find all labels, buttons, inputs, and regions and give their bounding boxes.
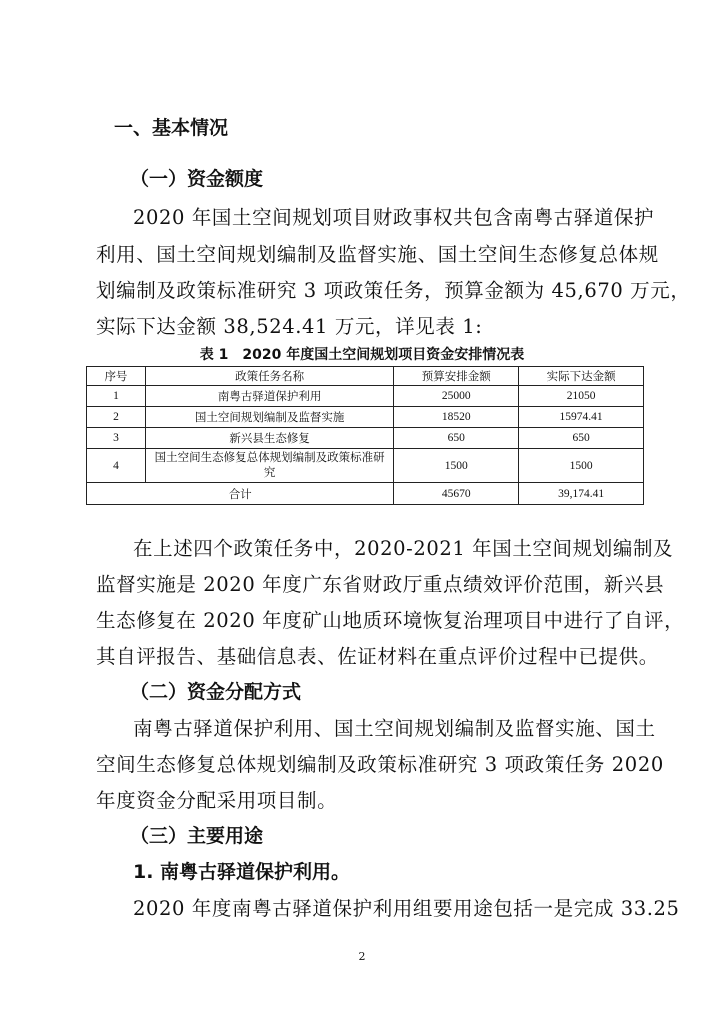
table-cell: 国土空间规划编制及监督实施 — [145, 407, 393, 428]
table-row — [87, 449, 644, 483]
table-cell: 新兴县生态修复 — [145, 428, 393, 449]
column-header: 序号 — [87, 367, 146, 386]
column-header: 实际下达金额 — [519, 367, 644, 386]
table-cell: 15974.41 — [519, 407, 644, 428]
table-cell: 南粤古驿道保护利用 — [145, 386, 393, 407]
funds-table — [86, 366, 644, 505]
paragraph-line: 空间生态修复总体规划编制及政策标准研究 3 项政策任务 2020 — [96, 753, 664, 776]
column-header: 预算安排金额 — [394, 367, 519, 386]
paragraph-line: 在上述四个政策任务中，2020-2021 年国土空间规划编制及 — [133, 537, 674, 560]
table-row — [87, 407, 644, 428]
paragraph-line: 2020 年度南粤古驿道保护利用组要用途包括一是完成 33.25 — [133, 897, 680, 920]
table-cell: 1500 — [394, 449, 519, 483]
subheading-fund-amount: （一）资金额度 — [130, 168, 264, 190]
table-row — [87, 428, 644, 449]
column-header: 政策任务名称 — [145, 367, 393, 386]
total-label: 合计 — [87, 483, 394, 505]
table-caption: 表 1 2020 年度国土空间规划项目资金安排情况表 — [199, 347, 525, 363]
table-total-row — [87, 483, 644, 505]
table-cell: 21050 — [519, 386, 644, 407]
page-number: 2 — [358, 950, 366, 963]
table-cell: 650 — [519, 428, 644, 449]
paragraph-line: 生态修复在 2020 年度矿山地质环境恢复治理项目中进行了自评， — [96, 609, 685, 632]
table-cell: 4 — [87, 449, 146, 483]
table-cell — [145, 449, 393, 483]
table-cell: 650 — [394, 428, 519, 449]
paragraph-line: 其自评报告、基础信息表、佐证材料在重点评价过程中已提供。 — [96, 645, 659, 668]
paragraph-line: 2020 年国土空间规划项目财政事权共包含南粤古驿道保护 — [133, 206, 655, 229]
table-cell: 1500 — [519, 449, 644, 483]
table-cell: 2 — [87, 407, 146, 428]
total-actual: 39,174.41 — [519, 483, 644, 505]
item-heading-ancient-post-road: 1. 南粤古驿道保护利用。 — [133, 861, 351, 883]
total-budget: 45670 — [394, 483, 519, 505]
table-cell: 25000 — [394, 386, 519, 407]
table-cell: 18520 — [394, 407, 519, 428]
paragraph-line: 利用、国土空间规划编制及监督实施、国土空间生态修复总体规 — [96, 243, 659, 266]
paragraph-line: 年度资金分配采用项目制。 — [96, 789, 338, 812]
paragraph-line: 监督实施是 2020 年度广东省财政厅重点绩效评价范围，新兴县 — [96, 573, 665, 596]
paragraph-line: 实际下达金额 38,524.41 万元，详见表 1: — [96, 315, 483, 338]
subheading-fund-allocation: （二）资金分配方式 — [130, 681, 302, 703]
table-row — [87, 386, 644, 407]
table-cell-text: 国土空间生态修复总体规划编制及政策标准研究 — [154, 451, 385, 479]
table-cell: 3 — [87, 428, 146, 449]
section-heading-basic-info: 一、基本情况 — [114, 117, 229, 139]
paragraph-line: 南粤古驿道保护利用、国土空间规划编制及监督实施、国土 — [133, 717, 656, 740]
paragraph-line: 划编制及政策标准研究 3 项政策任务，预算金额为 45,670 万元， — [96, 279, 691, 302]
subheading-main-uses: （三）主要用途 — [130, 825, 264, 847]
table-header-row — [87, 367, 644, 386]
table-cell: 1 — [87, 386, 146, 407]
